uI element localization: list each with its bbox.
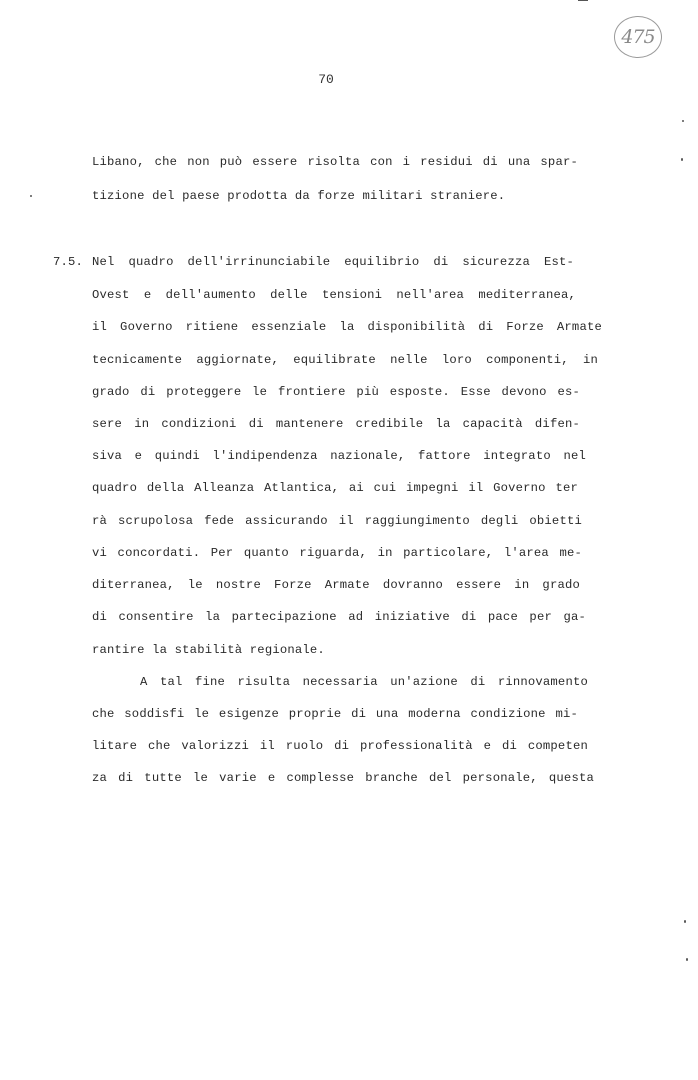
text-line: grado di proteggere le frontiere più esposte. Esse devono es- [92, 385, 580, 399]
text-line: sere in condizioni di mantenere credibile la capacità difen- [92, 417, 580, 431]
scan-speck [578, 0, 588, 1]
text-line: diterranea, le nostre Forze Armate dovranno essere in grado [92, 578, 580, 592]
page-number: 70 [318, 72, 334, 87]
text-line: di consentire la partecipazione ad iniziative di pace per ga- [92, 610, 586, 624]
text-line: za di tutte le varie e complesse branche del personale, questa [92, 771, 594, 785]
text-line: Nel quadro dell'irrinunciabile equilibrio di sicurezza Est- [92, 255, 574, 269]
text-line: tizione del paese prodotta da forze militari straniere. [92, 189, 506, 203]
scan-speck [686, 958, 688, 961]
text-line: quadro della Alleanza Atlantica, ai cui impegni il Governo ter [92, 481, 578, 495]
text-line: vi concordati. Per quanto riguarda, in particolare, l'area me- [92, 546, 582, 560]
scan-speck [681, 158, 683, 161]
text-line: il Governo ritiene essenziale la disponibilità di Forze Armate [92, 320, 602, 334]
text-line: rà scrupolosa fede assicurando il raggiungimento degli obietti [92, 514, 582, 528]
section-number: 7.5. [53, 255, 84, 269]
text-line: A tal fine risulta necessaria un'azione di rinnovamento [140, 675, 588, 689]
text-line: rantire la stabilità regionale. [92, 643, 325, 657]
scan-speck [684, 920, 686, 923]
text-line: tecnicamente aggiornate, equilibrate nelle loro componenti, in [92, 353, 598, 367]
text-line: che soddisfi le esigenze proprie di una moderna condizione mi- [92, 707, 578, 721]
text-line: Libano, che non può essere risolta con i residui di una spar- [92, 155, 578, 169]
archive-stamp: 475 [614, 16, 662, 58]
text-line: litare che valorizzi il ruolo di professionalità e di competen [92, 739, 588, 753]
text-line: siva e quindi l'indipendenza nazionale, fattore integrato nel [92, 449, 586, 463]
scan-speck [30, 195, 32, 197]
text-line: Ovest e dell'aumento delle tensioni nell'area mediterranea, [92, 288, 576, 302]
scan-speck [682, 120, 684, 122]
